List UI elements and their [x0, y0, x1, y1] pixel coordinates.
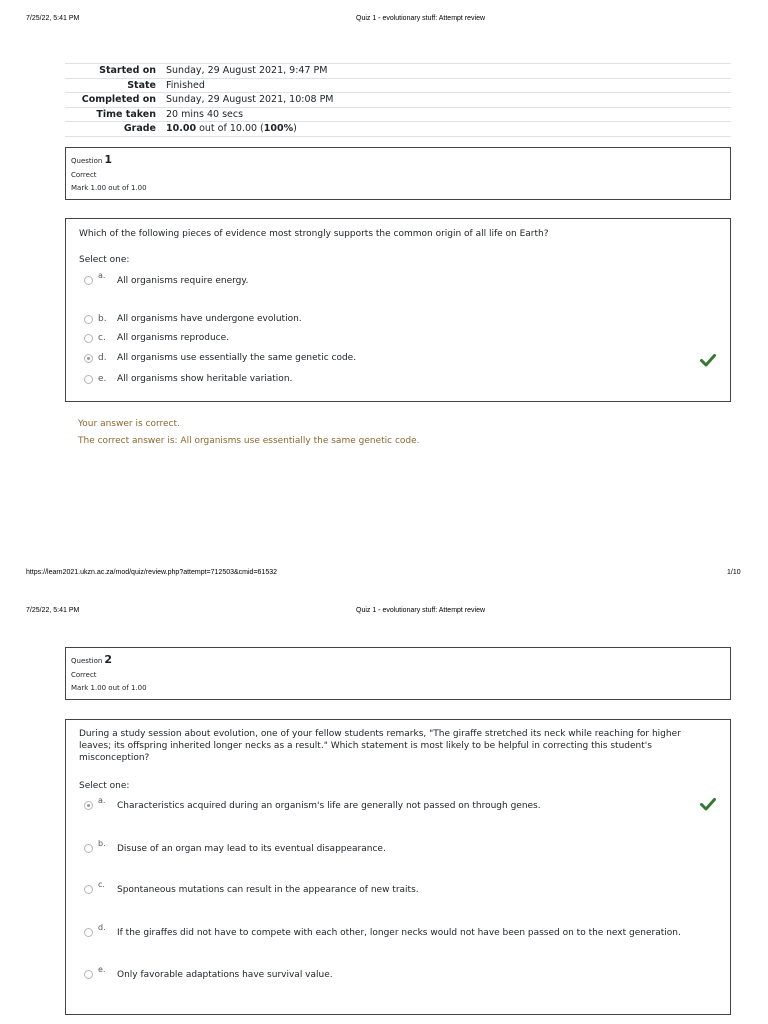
- radio-icon[interactable]: [84, 970, 93, 979]
- option-letter: c.: [98, 333, 106, 343]
- summary-value: Finished: [162, 78, 731, 93]
- question-mark: Mark 1.00 out of 1.00: [71, 184, 147, 192]
- select-one-label: Select one:: [79, 255, 130, 265]
- question-word: Question: [71, 157, 103, 165]
- summary-value: Sunday, 29 August 2021, 10:08 PM: [162, 93, 731, 108]
- option-text: If the giraffes did not have to compete with each other, longer necks would not have been passed on to the next generation.: [117, 928, 681, 938]
- question-content-box: [65, 218, 731, 402]
- feedback-right-answer: The correct answer is: All organisms use essentially the same genetic code.: [78, 436, 420, 446]
- answer-option-selected[interactable]: [84, 352, 714, 366]
- print-title: Quiz 1 - evolutionary stuff: Attempt review: [356, 607, 486, 614]
- option-letter: b.: [98, 839, 106, 848]
- summary-row: [65, 93, 731, 108]
- answer-option-selected[interactable]: [84, 796, 714, 813]
- answer-option[interactable]: [84, 332, 714, 346]
- radio-icon[interactable]: [84, 375, 93, 384]
- summary-row: [65, 64, 731, 79]
- question-text: During a study session about evolution, one of your fellow students remarks, "The giraffe stretched its neck while reaching for higher leaves; its offspring inherited longer necks as a result." Which statement is most likely to be helpful in correcting this student's misconception?: [79, 729, 681, 763]
- option-text: All organisms reproduce.: [117, 333, 230, 343]
- option-text: Spontaneous mutations can result in the appearance of new traits.: [117, 885, 419, 895]
- print-title: Quiz 1 - evolutionary stuff: Attempt review: [356, 15, 486, 22]
- option-letter: e.: [98, 374, 107, 384]
- radio-icon[interactable]: [84, 885, 93, 894]
- option-letter: a.: [98, 271, 106, 280]
- option-text: Characteristics acquired during an organism's life are generally not passed on through genes.: [117, 801, 541, 811]
- summary-label: Completed on: [65, 93, 162, 108]
- radio-checked-icon[interactable]: [84, 354, 93, 363]
- attempt-summary-table: [65, 63, 731, 137]
- question-word: Question: [71, 657, 103, 665]
- grade-percent: 100%: [263, 123, 294, 135]
- option-text: Only favorable adaptations have survival value.: [117, 970, 333, 980]
- option-letter: e.: [98, 965, 106, 974]
- question-info-box: [65, 647, 731, 700]
- answer-option[interactable]: [84, 880, 714, 897]
- option-letter: b.: [98, 314, 107, 324]
- footer-url: https://learn2021.ukzn.ac.za/mod/quiz/review.php?attempt=712503&cmid=61532: [26, 569, 277, 576]
- grade-score: 10.00: [166, 123, 197, 135]
- footer-page-number: 1/10: [727, 569, 741, 576]
- question-state: Correct: [71, 671, 97, 679]
- grade-out-of: out of 10.00 (: [196, 123, 264, 135]
- question-number: 1: [104, 153, 112, 166]
- print-date: 7/25/22, 5:41 PM: [26, 15, 80, 22]
- question-info-box: [65, 147, 731, 200]
- select-one-label: Select one:: [79, 781, 130, 791]
- summary-value: 20 mins 40 secs: [162, 107, 731, 122]
- answer-option[interactable]: [84, 313, 714, 327]
- radio-icon[interactable]: [84, 844, 93, 853]
- summary-row: [65, 78, 731, 93]
- question-mark: Mark 1.00 out of 1.00: [71, 684, 147, 692]
- answer-option[interactable]: [84, 373, 714, 387]
- grade-close: ): [293, 123, 297, 135]
- grade-value: [162, 122, 731, 137]
- summary-label: Time taken: [65, 107, 162, 122]
- answer-option[interactable]: [84, 923, 714, 940]
- summary-label: State: [65, 78, 162, 93]
- question-content-box: [65, 719, 731, 1015]
- option-text: All organisms have undergone evolution.: [117, 314, 302, 324]
- radio-icon[interactable]: [84, 315, 93, 324]
- option-letter: d.: [98, 923, 106, 932]
- answer-option[interactable]: [84, 271, 714, 288]
- summary-value: Sunday, 29 August 2021, 9:47 PM: [162, 64, 731, 79]
- option-text: All organisms use essentially the same genetic code.: [117, 353, 357, 363]
- summary-label: Started on: [65, 64, 162, 79]
- print-date: 7/25/22, 5:41 PM: [26, 607, 80, 614]
- option-text: All organisms require energy.: [117, 276, 249, 286]
- summary-row: [65, 107, 731, 122]
- check-icon: [700, 797, 716, 811]
- radio-checked-icon[interactable]: [84, 801, 93, 810]
- answer-option[interactable]: [84, 965, 714, 982]
- question-state: Correct: [71, 171, 97, 179]
- radio-icon[interactable]: [84, 334, 93, 343]
- question-number: 2: [104, 653, 112, 666]
- radio-icon[interactable]: [84, 276, 93, 285]
- option-letter: d.: [98, 353, 107, 363]
- option-text: Disuse of an organ may lead to its eventual disappearance.: [117, 844, 386, 854]
- question-text: Which of the following pieces of evidence most strongly supports the common origin of all life on Earth?: [79, 229, 549, 239]
- question-heading: [71, 653, 725, 666]
- answer-option[interactable]: [84, 839, 714, 856]
- option-letter: a.: [98, 796, 106, 805]
- summary-row: [65, 122, 731, 137]
- radio-icon[interactable]: [84, 928, 93, 937]
- feedback-correct: Your answer is correct.: [78, 419, 180, 429]
- check-icon: [700, 353, 716, 367]
- question-heading: [71, 153, 725, 166]
- summary-label: Grade: [65, 122, 162, 137]
- option-text: All organisms show heritable variation.: [117, 374, 293, 384]
- option-letter: c.: [98, 880, 105, 889]
